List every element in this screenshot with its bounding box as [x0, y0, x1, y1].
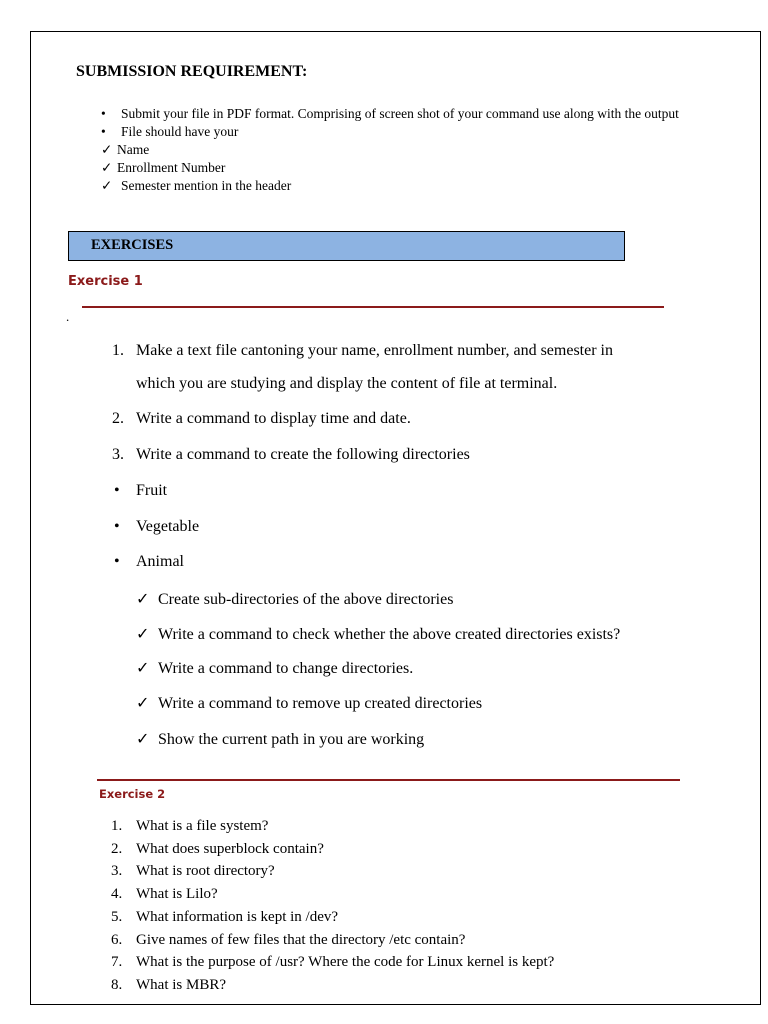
item-number: 2. — [112, 410, 124, 427]
requirement-text: File should have your — [121, 124, 239, 139]
exercise-2-item — [111, 951, 554, 974]
item-number: 1. — [111, 818, 123, 834]
requirement-item — [99, 123, 679, 141]
item-text: Give names of few files that the directory /etc contain? — [136, 931, 466, 948]
exercise-1-item — [136, 693, 482, 713]
requirement-item — [99, 141, 679, 159]
exercise-2-list — [111, 815, 554, 997]
checkmark-icon: ✓ — [136, 591, 150, 608]
exercises-header-box — [68, 231, 625, 261]
requirement-text: Enrollment Number — [117, 160, 226, 175]
checkmark-icon: ✓ — [136, 626, 150, 643]
exercise-2-item — [111, 815, 554, 838]
bullet-icon: • — [101, 124, 106, 139]
item-number: 3. — [111, 863, 123, 880]
item-number: 2. — [111, 840, 123, 857]
item-text: Write a command to create the following directories — [136, 446, 470, 463]
bullet-icon: • — [101, 106, 106, 121]
checkmark-icon: ✓ — [136, 660, 150, 677]
exercise-2-heading: Exercise 2 — [99, 787, 166, 801]
item-number: 3. — [112, 446, 124, 463]
item-text: Show the current path in you are working — [158, 731, 425, 748]
item-text: Fruit — [136, 482, 168, 499]
stray-dot: . — [66, 309, 70, 324]
item-number: 6. — [111, 931, 123, 948]
exercise-1-item — [114, 518, 199, 536]
checkmark-icon: ✓ — [101, 160, 113, 175]
item-text: Write a command to change directories. — [158, 660, 414, 677]
bullet-icon: • — [114, 482, 120, 499]
item-text: Write a command to remove up created directories — [158, 695, 483, 712]
requirement-text: Name — [117, 142, 150, 157]
exercise-2-item — [111, 906, 554, 929]
item-text: Write a command to check whether the above created directories exists? — [158, 626, 621, 643]
item-number: 5. — [111, 908, 123, 925]
item-text: What is MBR? — [136, 976, 226, 993]
exercise-1-item — [112, 342, 613, 360]
exercise-1-item — [112, 410, 411, 428]
item-number: 8. — [111, 976, 123, 993]
item-text: What does superblock contain? — [136, 840, 324, 857]
item-text: What is the purpose of /usr? Where the code for Linux kernel is kept? — [136, 954, 555, 971]
requirement-text: Submit your file in PDF format. Comprising of screen shot of your command use along with the output — [121, 106, 679, 121]
exercise-1-heading: Exercise 1 — [68, 274, 143, 289]
item-text: Write a command to display time and date. — [136, 410, 411, 427]
exercise-1-divider — [82, 306, 664, 308]
bullet-icon: • — [114, 518, 120, 535]
item-text: which you are studying and display the content of file at terminal. — [136, 375, 558, 392]
item-text: What information is kept in /dev? — [136, 908, 339, 925]
requirement-item — [99, 105, 679, 123]
exercise-2-item — [111, 838, 554, 861]
exercise-2-item — [111, 883, 554, 906]
exercise-1-item — [136, 658, 413, 678]
exercise-1-item — [136, 729, 424, 749]
submission-title: SUBMISSION REQUIREMENT: — [76, 63, 308, 80]
item-number: 7. — [111, 954, 123, 971]
exercise-1-item — [136, 589, 453, 609]
bullet-icon: • — [114, 553, 120, 570]
item-text: Animal — [136, 553, 184, 570]
exercise-2-item — [111, 929, 554, 952]
item-text: Make a text file cantoning your name, enrollment number, and semester in — [136, 342, 613, 359]
item-text: What is a file system? — [136, 818, 269, 834]
item-text: What is root directory? — [136, 863, 275, 880]
item-text: Vegetable — [136, 518, 200, 535]
requirement-item — [99, 177, 679, 195]
requirement-text: Semester mention in the header — [121, 178, 292, 193]
exercise-1-item — [136, 375, 557, 393]
item-number: 4. — [111, 886, 123, 903]
exercise-2-item — [111, 860, 554, 883]
checkmark-icon: ✓ — [101, 142, 113, 157]
checkmark-icon: ✓ — [136, 731, 150, 748]
exercise-2-divider — [97, 779, 680, 781]
checkmark-icon: ✓ — [136, 695, 150, 712]
exercise-1-item — [112, 446, 470, 464]
item-text: Create sub-directories of the above directories — [158, 591, 454, 608]
exercise-1-item — [114, 553, 184, 571]
exercise-2-item — [111, 974, 554, 997]
checkmark-icon: ✓ — [101, 178, 113, 193]
exercises-header-label: EXERCISES — [91, 237, 174, 253]
requirement-item — [99, 159, 679, 177]
item-number: 1. — [112, 342, 124, 359]
exercise-1-item — [136, 624, 620, 644]
exercise-1-item — [114, 482, 167, 500]
item-text: What is Lilo? — [136, 886, 218, 903]
submission-requirements-list — [99, 105, 679, 195]
